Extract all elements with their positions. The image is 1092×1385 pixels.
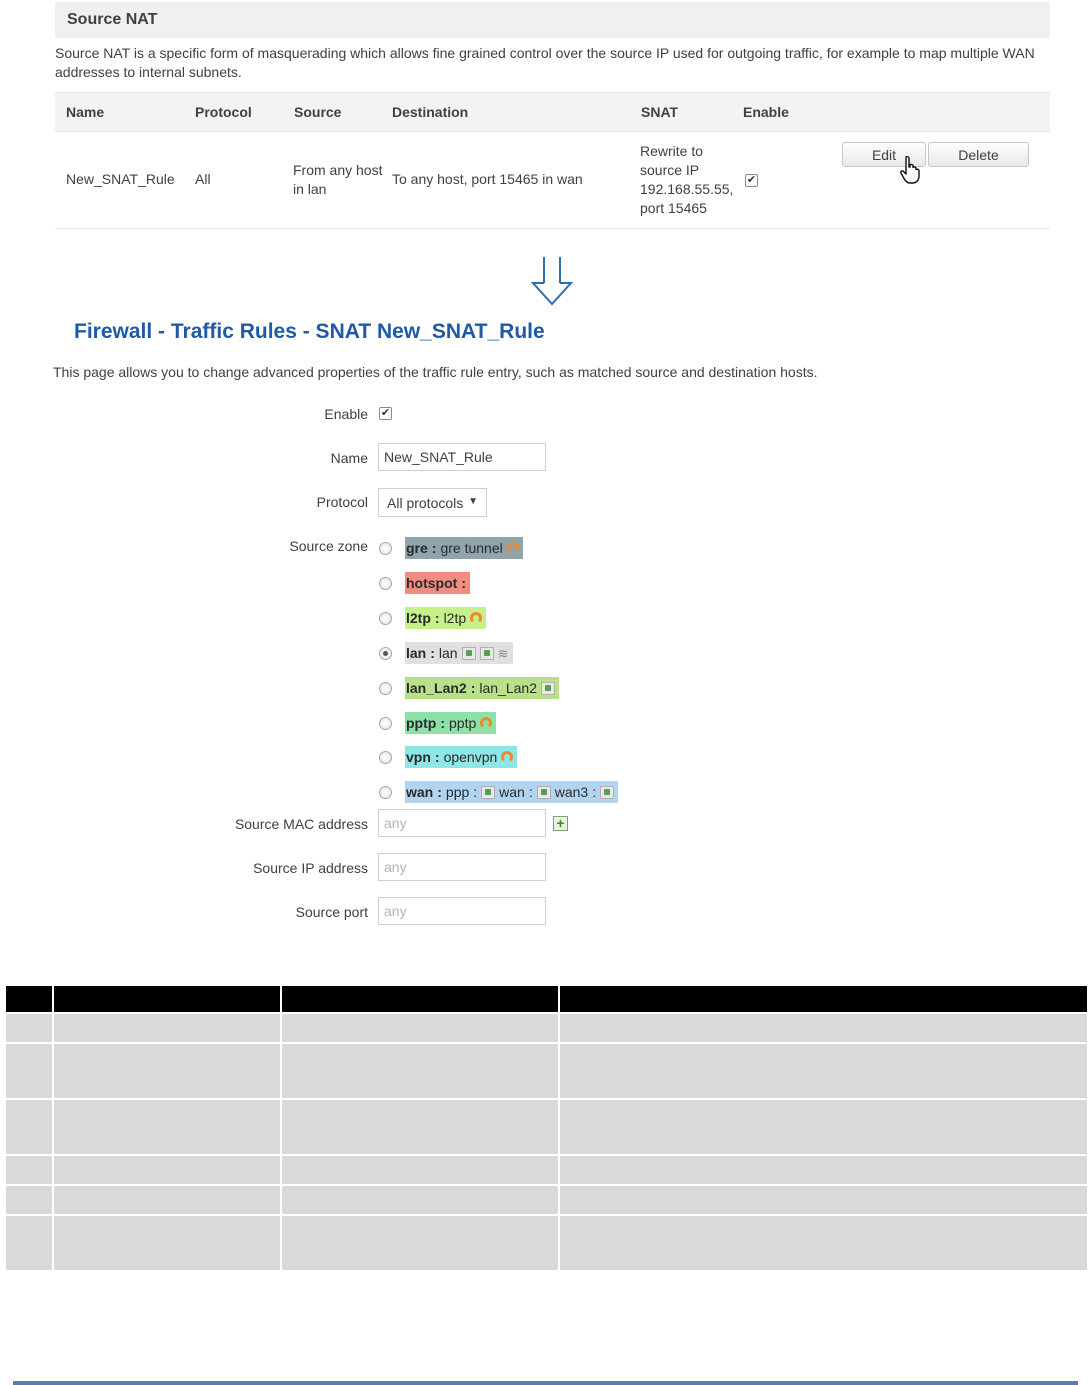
ethernet-port-icon bbox=[462, 647, 476, 660]
zone-network-wan: wan bbox=[499, 784, 525, 800]
ethernet-port-icon bbox=[537, 786, 551, 799]
zone-networks: openvpn bbox=[443, 749, 498, 765]
zone-networks: l2tp bbox=[443, 610, 467, 626]
table-header-row bbox=[5, 985, 1088, 1013]
ethernet-port-icon bbox=[600, 786, 614, 799]
source-ip-input[interactable] bbox=[378, 853, 546, 881]
page-description: This page allows you to change advanced properties of the traffic rule entry, such as matched source and destination hosts. bbox=[53, 364, 818, 380]
source-ip-placeholder: any bbox=[384, 859, 407, 875]
footer-divider bbox=[13, 1381, 1078, 1385]
page-title: Firewall - Traffic Rules - SNAT New_SNAT_Rule bbox=[74, 320, 545, 343]
zone-radio-wan[interactable] bbox=[379, 786, 392, 799]
zone-key: vpn bbox=[406, 749, 431, 765]
table-row bbox=[55, 131, 1050, 229]
zone-key: lan bbox=[406, 645, 427, 661]
zone-radio-l2tp[interactable] bbox=[379, 612, 392, 625]
zone-option-hotspot[interactable] bbox=[378, 571, 470, 595]
zone-badge-pptp: pptp : pptp bbox=[405, 712, 496, 734]
source-zone-label: Source zone bbox=[289, 538, 368, 554]
zone-badge-lan-lan2: lan_Lan2 : lan_Lan2 bbox=[405, 677, 559, 699]
zone-radio-pptp[interactable] bbox=[379, 717, 392, 730]
chevron-down-icon: ▼ bbox=[468, 496, 478, 507]
source-mac-label: Source MAC address bbox=[234, 816, 368, 832]
zone-option-pptp[interactable] bbox=[378, 711, 496, 735]
zone-badge-l2tp: l2tp : l2tp bbox=[405, 607, 486, 629]
source-nat-title: Source NAT bbox=[67, 11, 158, 28]
rule-source: From any host in lan bbox=[293, 162, 383, 197]
zone-badge-gre: gre : gre tunnel bbox=[405, 537, 523, 559]
zone-option-wan[interactable] bbox=[378, 780, 618, 804]
zone-key: wan bbox=[406, 784, 434, 800]
tunnel-icon bbox=[507, 542, 519, 554]
hand-cursor-icon bbox=[899, 155, 923, 185]
column-destination: Destination bbox=[392, 104, 469, 120]
zone-radio-hotspot[interactable] bbox=[379, 577, 392, 590]
source-nat-header bbox=[55, 2, 1050, 38]
source-port-label: Source port bbox=[295, 904, 368, 920]
zone-networks: pptp bbox=[449, 715, 477, 731]
add-mac-button[interactable]: + bbox=[553, 816, 568, 831]
rule-enable-checkbox[interactable]: ✔ bbox=[746, 174, 757, 186]
zone-networks: lan_Lan2 bbox=[479, 680, 537, 696]
tunnel-icon bbox=[480, 717, 492, 729]
snat-table-header bbox=[55, 92, 1050, 132]
column-snat: SNAT bbox=[641, 104, 679, 120]
zone-networks: gre tunnel bbox=[440, 540, 503, 556]
rule-name: New_SNAT_Rule bbox=[66, 171, 175, 187]
ethernet-port-icon bbox=[480, 647, 494, 660]
table-row bbox=[5, 1215, 1088, 1271]
source-ip-label: Source IP address bbox=[253, 860, 368, 876]
edit-button-label: Edit bbox=[871, 146, 897, 163]
zone-key: hotspot bbox=[406, 575, 458, 591]
table-row bbox=[5, 1043, 1088, 1099]
column-enable: Enable bbox=[743, 104, 789, 120]
table-row bbox=[5, 1013, 1088, 1043]
protocol-select[interactable] bbox=[378, 488, 487, 517]
wifi-icon: ≋ bbox=[497, 645, 509, 661]
source-mac-placeholder: any bbox=[384, 815, 407, 831]
down-arrow-icon bbox=[528, 255, 576, 307]
name-label: Name bbox=[330, 450, 368, 466]
zone-radio-vpn[interactable] bbox=[379, 751, 392, 764]
rule-destination: To any host, port 15465 in wan bbox=[392, 171, 583, 187]
zone-badge-vpn: vpn : openvpn bbox=[405, 746, 517, 768]
zone-badge-wan: wan : ppp : wan : wan3 : bbox=[405, 781, 618, 803]
protocol-select-value: All protocols bbox=[387, 494, 464, 511]
source-port-placeholder: any bbox=[384, 903, 407, 919]
zone-option-vpn[interactable] bbox=[378, 745, 517, 769]
source-mac-input[interactable] bbox=[378, 809, 546, 837]
zone-option-lan-lan2[interactable] bbox=[378, 676, 559, 700]
name-input-value: New_SNAT_Rule bbox=[384, 449, 493, 465]
zone-option-lan[interactable] bbox=[378, 641, 513, 665]
zone-radio-lan-lan2[interactable] bbox=[379, 682, 392, 695]
column-name: Name bbox=[66, 104, 105, 120]
column-source: Source bbox=[294, 104, 342, 120]
zone-network-wan3: wan3 bbox=[554, 784, 589, 800]
zone-radio-lan[interactable] bbox=[379, 647, 392, 660]
enable-checkbox[interactable]: ✔ bbox=[380, 407, 391, 419]
zone-radio-gre[interactable] bbox=[379, 542, 392, 555]
zone-option-gre[interactable] bbox=[378, 536, 523, 560]
zone-badge-lan: lan : lan ≋ bbox=[405, 642, 513, 664]
zone-networks: lan bbox=[438, 645, 458, 661]
source-port-input[interactable] bbox=[378, 897, 546, 925]
column-protocol: Protocol bbox=[195, 104, 252, 120]
protocol-label: Protocol bbox=[316, 494, 368, 510]
delete-button[interactable] bbox=[928, 142, 1029, 167]
enable-label: Enable bbox=[324, 406, 368, 422]
zone-badge-hotspot: hotspot : bbox=[405, 572, 470, 594]
zone-key: gre bbox=[406, 540, 428, 556]
zone-network-ppp: ppp bbox=[445, 784, 470, 800]
ethernet-port-icon bbox=[481, 786, 495, 799]
delete-button-label: Delete bbox=[958, 146, 999, 163]
zone-option-l2tp[interactable] bbox=[378, 606, 486, 630]
tunnel-icon bbox=[470, 612, 482, 624]
zone-key: l2tp bbox=[406, 610, 431, 626]
name-input[interactable] bbox=[378, 443, 546, 471]
rule-snat: Rewrite to source IP 192.168.55.55, port 15465 bbox=[640, 143, 734, 216]
rule-protocol: All bbox=[195, 171, 211, 187]
table-row bbox=[5, 1185, 1088, 1215]
source-nat-description: Source NAT is a specific form of masquerading which allows fine grained control over the source IP used for outgoing traffic, for example to map multiple WAN addresses to internal subnets. bbox=[55, 45, 1035, 80]
zone-key: lan_Lan2 bbox=[406, 680, 467, 696]
table-row bbox=[5, 1099, 1088, 1155]
zone-key: pptp bbox=[406, 715, 437, 731]
ethernet-port-icon bbox=[541, 682, 555, 695]
description-table bbox=[4, 984, 1089, 1272]
table-row bbox=[5, 1155, 1088, 1185]
tunnel-icon bbox=[501, 751, 513, 763]
